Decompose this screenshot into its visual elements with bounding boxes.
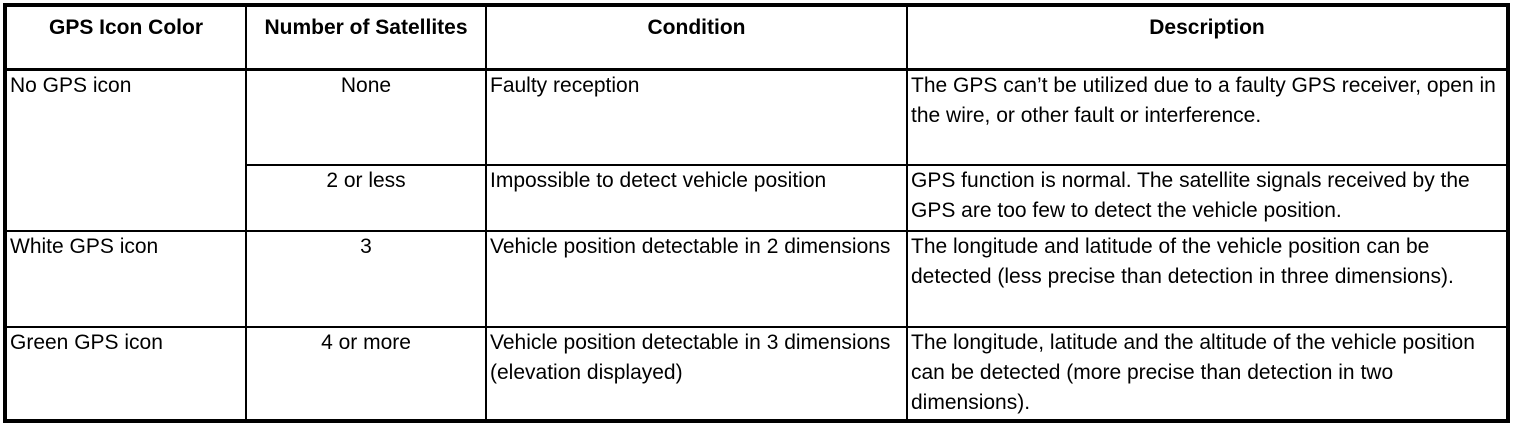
header-gps-icon-color: GPS Icon Color bbox=[5, 5, 246, 69]
cell-description: The longitude, latitude and the altitude of the vehicle position can be detected (more precise than detection in two dimensions). bbox=[907, 327, 1508, 421]
cell-satellites: None bbox=[246, 69, 486, 165]
gps-icon-table bbox=[3, 3, 1510, 423]
cell-description: GPS function is normal. The satellite signals received by the GPS are too few to detect the vehicle position. bbox=[907, 165, 1508, 231]
table-row bbox=[5, 69, 1508, 165]
cell-satellites: 2 or less bbox=[246, 165, 486, 231]
cell-condition: Vehicle position detectable in 2 dimensions bbox=[486, 231, 907, 327]
header-number-of-satellites: Number of Satellites bbox=[246, 5, 486, 69]
cell-description: The GPS can’t be utilized due to a faulty GPS receiver, open in the wire, or other fault or interference. bbox=[907, 69, 1508, 165]
cell-satellites: 3 bbox=[246, 231, 486, 327]
cell-condition: Faulty reception bbox=[486, 69, 907, 165]
cell-condition: Impossible to detect vehicle position bbox=[486, 165, 907, 231]
header-description: Description bbox=[907, 5, 1508, 69]
table-row bbox=[5, 231, 1508, 327]
cell-icon-color: Green GPS icon bbox=[5, 327, 246, 421]
cell-satellites: 4 or more bbox=[246, 327, 486, 421]
cell-description: The longitude and latitude of the vehicle position can be detected (less precise than detection in three dimensions). bbox=[907, 231, 1508, 327]
header-condition: Condition bbox=[486, 5, 907, 69]
cell-icon-color: No GPS icon bbox=[5, 69, 246, 231]
header-row bbox=[5, 5, 1508, 69]
cell-icon-color: White GPS icon bbox=[5, 231, 246, 327]
table-row bbox=[5, 327, 1508, 421]
cell-condition: Vehicle position detectable in 3 dimensions (elevation displayed) bbox=[486, 327, 907, 421]
